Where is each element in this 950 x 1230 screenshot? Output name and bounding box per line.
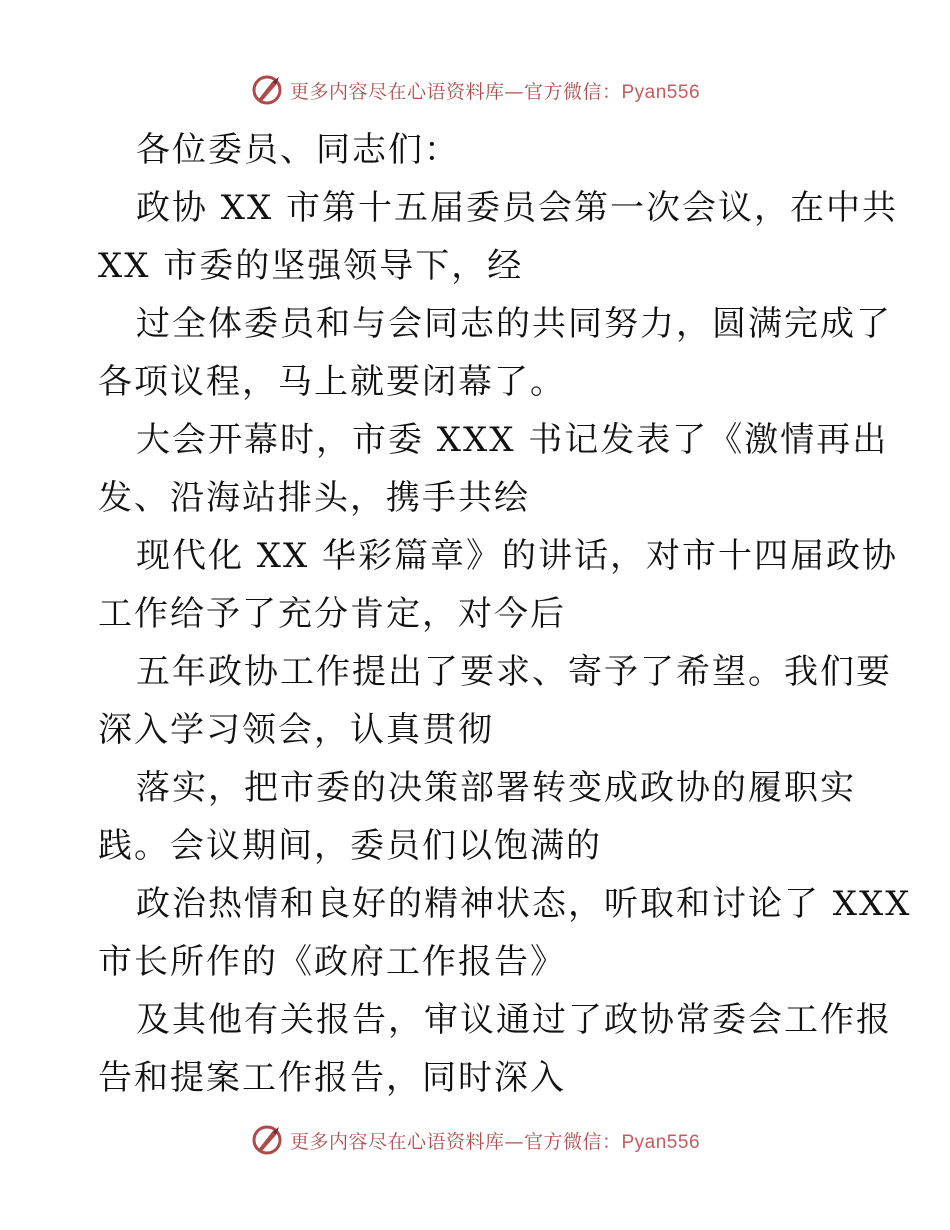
- paragraph-line: XX 市委的坚强领导下，经: [98, 246, 524, 286]
- watermark-main-text: 更多内容尽在心语资料库—官方微信：: [289, 1130, 622, 1153]
- footer-watermark: [0, 1122, 950, 1158]
- paragraph-line: 大会开幕时，市委 XXX 书记发表了《激情再出: [136, 420, 889, 460]
- paragraph-line: 及其他有关报告，审议通过了政协常委会工作报: [136, 1000, 892, 1040]
- paragraph-line: 政治热情和良好的精神状态，听取和讨论了 XXX: [136, 884, 912, 924]
- watermark-account: Pyan556: [621, 81, 701, 103]
- paragraph-line: 发、沿海站排头，携手共绘: [98, 478, 530, 518]
- paragraph-line: 践。会议期间，委员们以饱满的: [98, 826, 602, 866]
- header-watermark: [0, 72, 950, 108]
- paragraph-line: 现代化 XX 华彩篇章》的讲话，对市十四届政协: [136, 536, 899, 576]
- paragraph-line: 落实，把市委的决策部署转变成政协的履职实: [136, 768, 856, 808]
- paragraph-line: 工作给予了充分肯定，对今后: [98, 594, 566, 634]
- paragraph-line: 市长所作的《政府工作报告》: [98, 942, 566, 982]
- quill-in-circle-logo-icon: [250, 73, 284, 107]
- paragraph-line: 各位委员、同志们：: [136, 130, 460, 170]
- watermark-text: [290, 1127, 700, 1154]
- paragraph-line: 过全体委员和与会同志的共同努力，圆满完成了: [136, 304, 892, 344]
- watermark-main-text: 更多内容尽在心语资料库—官方微信：: [289, 80, 622, 103]
- paragraph-line: 告和提案工作报告，同时深入: [98, 1058, 566, 1098]
- watermark-text: [290, 77, 700, 104]
- watermark-account: Pyan556: [621, 1131, 701, 1153]
- quill-in-circle-logo-icon: [250, 1123, 284, 1157]
- paragraph-line: 五年政协工作提出了要求、寄予了希望。我们要: [136, 652, 892, 692]
- paragraph-line: 各项议程，马上就要闭幕了。: [98, 362, 566, 402]
- paragraph-line: 政协 XX 市第十五届委员会第一次会议，在中共: [136, 188, 899, 228]
- paragraph-line: 深入学习领会，认真贯彻: [98, 710, 494, 750]
